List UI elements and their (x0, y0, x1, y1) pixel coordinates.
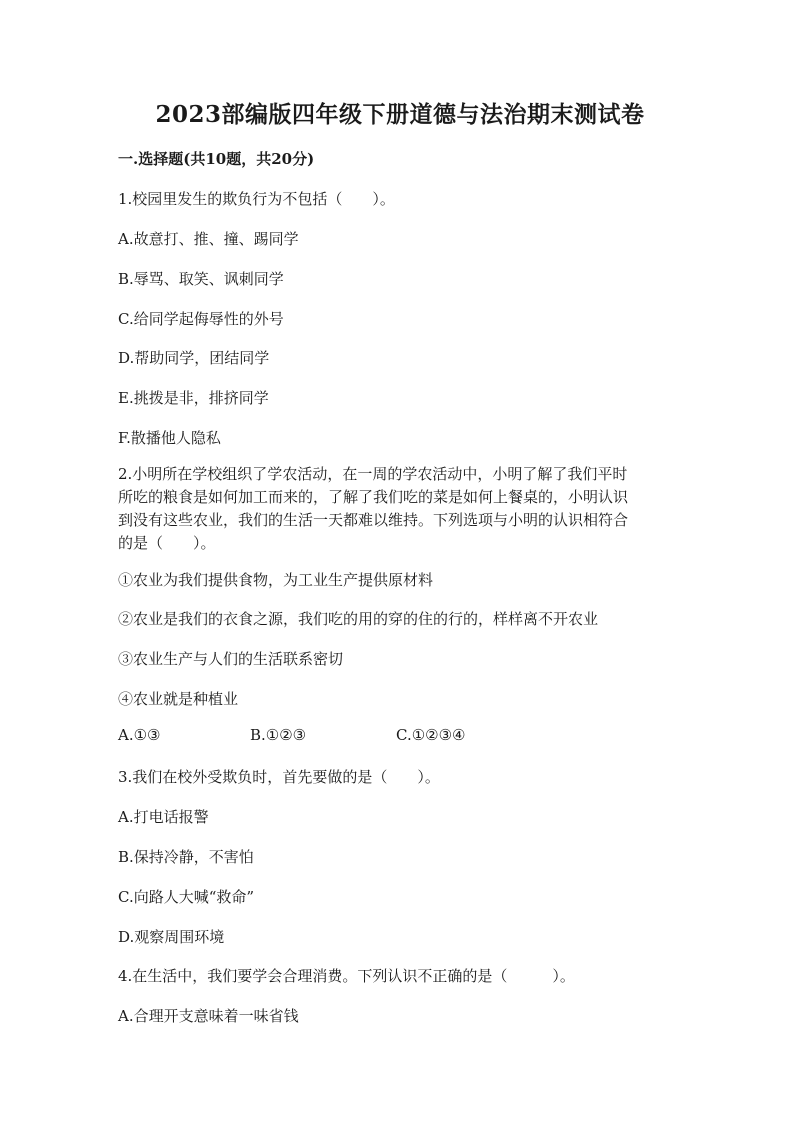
question-1-option-c: C.给同学起侮辱性的外号 (118, 310, 284, 328)
question-1-option-f: F.散播他人隐私 (118, 429, 221, 447)
section-heading: 一.选择题(共10题，共20分) (118, 150, 315, 168)
question-2-stem (118, 463, 678, 555)
question-1-option-e: E.挑拨是非，排挤同学 (118, 389, 269, 407)
question-3-option-a: A.打电话报警 (118, 808, 209, 826)
question-3-stem: 3.我们在校外受欺负时，首先要做的是（ ）。 (118, 768, 440, 786)
question-4-stem: 4.在生活中，我们要学会合理消费。下列认识不正确的是（ ）。 (118, 967, 575, 985)
question-2-stem-line: 2.小明所在学校组织了学农活动，在一周的学农活动中，小明了解了我们平时 (118, 465, 628, 483)
question-4-option-a: A.合理开支意味着一味省钱 (118, 1007, 299, 1025)
question-2-stem-line: 所吃的粮食是如何加工而来的，了解了我们吃的菜是如何上餐桌的，小明认识 (118, 488, 629, 506)
question-3-option-c: C.向路人大喊“救命” (118, 888, 255, 906)
question-3-option-d: D.观察周围环境 (118, 928, 225, 946)
question-2-statement-1: ①农业为我们提供食物，为工业生产提供原材料 (118, 571, 434, 589)
question-2-option-a: A.①③ (118, 726, 161, 744)
question-2-statement-3: ③农业生产与人们的生活联系密切 (118, 650, 344, 668)
question-2-statement-2: ②农业是我们的衣食之源，我们吃的用的穿的住的行的，样样离不开农业 (118, 610, 599, 628)
question-2-options (118, 726, 678, 748)
question-2-stem-line: 到没有这些农业，我们的生活一天都难以维持。下列选项与小明的认识相符合 (118, 511, 629, 529)
question-3-option-b: B.保持冷静，不害怕 (118, 848, 254, 866)
question-1-stem: 1.校园里发生的欺负行为不包括（ ）。 (118, 190, 395, 208)
question-1-option-a: A.故意打、推、撞、踢同学 (118, 230, 299, 248)
question-2-option-c: C.①②③④ (396, 726, 466, 744)
question-1-option-d: D.帮助同学，团结同学 (118, 349, 270, 367)
question-2-stem-line: 的是（ ）。 (118, 534, 216, 552)
page-title: 2023部编版四年级下册道德与法治期末测试卷 (155, 101, 645, 128)
question-2-option-b: B.①②③ (250, 726, 307, 744)
question-1-option-b: B.辱骂、取笑、讽刺同学 (118, 270, 284, 288)
question-2-statement-4: ④农业就是种植业 (118, 690, 239, 708)
